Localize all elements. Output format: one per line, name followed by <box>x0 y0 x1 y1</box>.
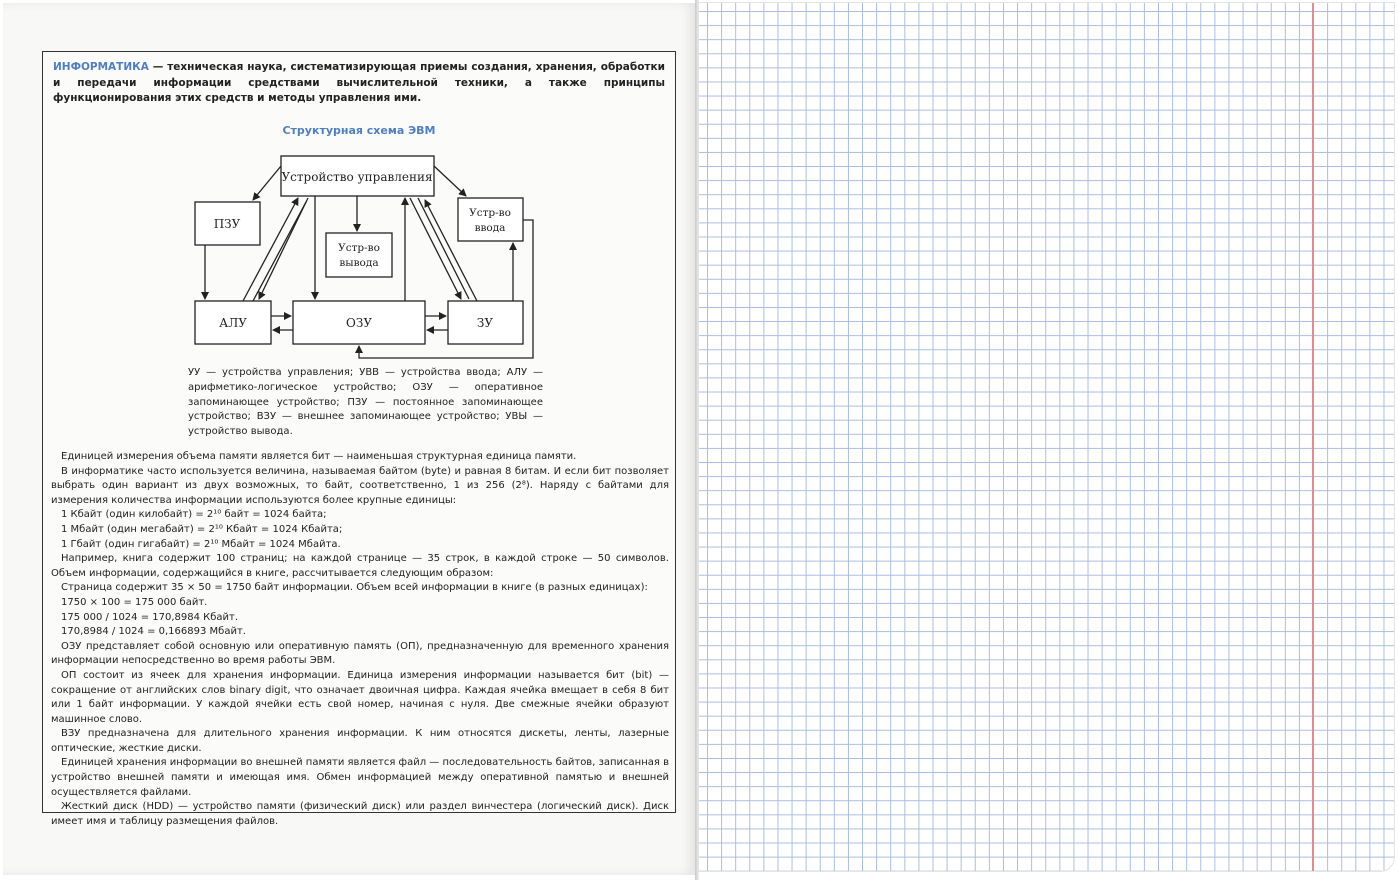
paragraph: ВЗУ предназначена для длительного хранения информации. К ним относятся дискеты, ленты, лазерные оптические, жесткие диски. <box>51 728 669 754</box>
control-unit-label: Устройство управления <box>281 170 433 184</box>
input-device-label-line1: Устр-во <box>469 207 511 219</box>
alu-label: АЛУ <box>219 316 247 330</box>
rom-label: ПЗУ <box>213 217 241 231</box>
scheme-title: Структурная схема ЭВМ <box>282 124 436 137</box>
body-text <box>51 450 669 829</box>
margin-line <box>1312 3 1314 871</box>
paragraph: 1 Мбайт (один мегабайт) = 2¹⁰ Кбайт = 1024 Кбайта; <box>61 523 343 535</box>
paragraph: 1 Гбайт (один гигабайт) = 2¹⁰ Мбайт = 1024 Мбайта. <box>61 538 341 550</box>
computer-structure-diagram <box>185 146 535 366</box>
info-frame <box>42 51 676 827</box>
printed-page <box>3 3 695 875</box>
storage-control-link-a <box>410 198 461 299</box>
diagram-legend: УУ — устройства управления; УВВ — устройства ввода; АЛУ — арифметико-логическое устройство; ОЗУ — оперативное запоминающее устройство; ПЗУ — постоянное запоминающее устройство; ВЗУ — внешнее запоминающее устройство; УВЫ — устройство вывода. <box>188 367 543 438</box>
paragraph: В информатике часто используется величина, называемая байтом (byte) и равная 8 битам. И если бит позволяет выбрать один вариант из двух возможных, то байт, соответственно, 1 из 256 (2⁸). Наряду с байтами для измерения количества информации используются более крупные единицы: <box>51 465 669 506</box>
intro-text: — техническая наука, систематизирующая приемы создания, хранения, обработки и передачи информации средствами вычислительной техники, а также принципы функционирования этих средств и методы управления ими. <box>53 61 665 104</box>
paragraph: 175 000 / 1024 = 170,8984 Кбайт. <box>61 611 239 623</box>
alu-control-link-c <box>259 198 308 299</box>
output-device-label-line2: вывода <box>339 257 379 269</box>
intro-term: ИНФОРМАТИКА <box>53 61 149 73</box>
paragraph: Единицей измерения объема памяти является бит — наименьшая структурная единица памяти. <box>61 451 577 462</box>
paragraph: Жесткий диск (HDD) — устройство памяти (физический диск) или раздел винчестера (логический диск). Диск имеет имя и таблицу размещения файлов. <box>51 801 669 827</box>
paragraph: ОЗУ представляет собой основную или оперативную память (ОП), предназначенную для временного хранения информации непосредственно во время работы ЭВМ. <box>51 640 669 667</box>
paragraph: 170,8984 / 1024 = 0,166893 Мбайт. <box>61 626 246 638</box>
paragraph: 1750 × 100 = 175 000 байт. <box>61 596 208 608</box>
paragraph: Страница содержит 35 × 50 = 1750 байт информации. Объем всей информации в книге (в разных единицах): <box>61 582 648 594</box>
storage-label: ЗУ <box>476 316 494 330</box>
paragraph: Например, книга содержит 100 страниц; на каждой странице — 35 строк, в каждой строке — 50 символов. Объем информации, содержащийся в книге, рассчитывается следующим образом: <box>51 553 669 579</box>
control-to-input-arrow <box>434 166 466 196</box>
control-to-rom-arrow <box>253 166 281 200</box>
paragraph: Единицей хранения информации во внешней памяти является файл — последовательность байтов, записанная в устройство внешней памяти и имеющая имя. Обмен информацией между оперативной памятью и внешней осуществляется файлами. <box>51 757 669 798</box>
output-device-label-line1: Устр-во <box>338 242 380 254</box>
input-device-label-line2: ввода <box>474 222 506 234</box>
paragraph: 1 Кбайт (один килобайт) = 2¹⁰ байт = 1024 байта; <box>61 509 327 521</box>
input-device-box <box>458 198 523 241</box>
paragraph: ОП состоит из ячеек для хранения информации. Единица измерения информации называется бит (bit) — сокращение от английских слов binary digit, что означает двоичная цифра. Каждая ячейка вмещает в себя 8 бит или 1 байт информации. У каждой ячейки есть свой номер, начиная с нуля. Две смежные ячейки образуют машинное слово. <box>51 669 669 725</box>
grid-page <box>699 3 1394 871</box>
intro-paragraph <box>53 60 665 107</box>
alu-control-link-b <box>253 202 306 301</box>
output-device-box <box>326 233 392 277</box>
ram-label: ОЗУ <box>346 316 372 330</box>
